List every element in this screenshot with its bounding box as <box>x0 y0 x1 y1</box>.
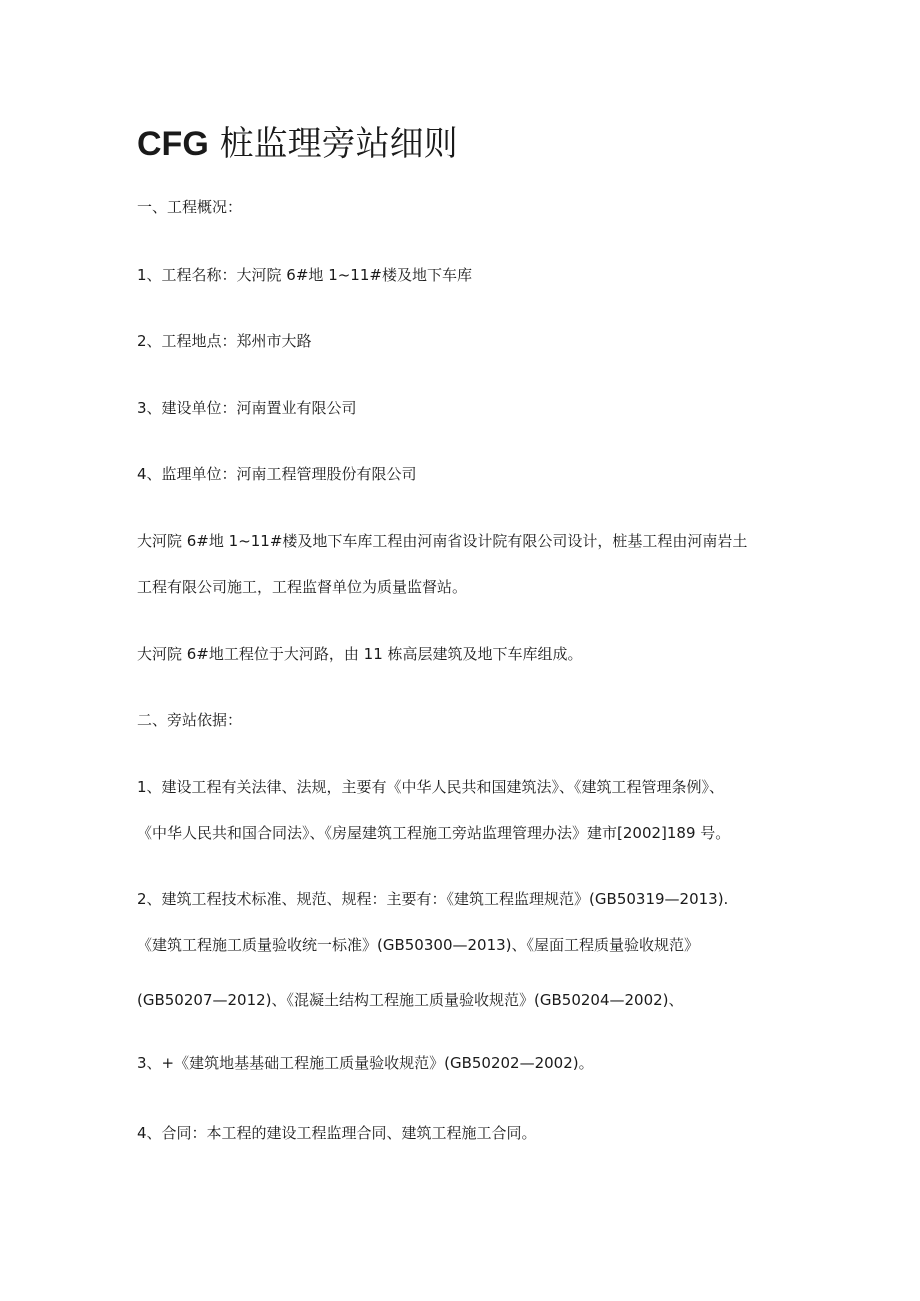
paragraph-location: 大河院 6#地工程位于大河路，由 11 栋高层建筑及地下车库组成。 <box>137 645 583 663</box>
title-rest: 桩监理旁站细则 <box>208 124 458 164</box>
construction-unit: 3、建设单位：河南置业有限公司 <box>137 399 357 417</box>
basis-laws-line-1: 1、建设工程有关法律、法规，主要有《中华人民共和国建筑法》、《建筑工程管理条例》、 <box>137 778 725 796</box>
project-name: 1、工程名称：大河院 6#地 1~11#楼及地下车库 <box>137 266 472 284</box>
basis-standards-line-3: (GB50207—2012)、《混凝土结构工程施工质量验收规范》(GB50204—2002)、 <box>137 991 684 1009</box>
supervision-unit: 4、监理单位：河南工程管理股份有限公司 <box>137 465 417 483</box>
section-heading-overview: 一、工程概况： <box>137 198 243 216</box>
basis-contract: 4、合同：本工程的建设工程监理合同、建筑工程施工合同。 <box>137 1124 537 1142</box>
title-prefix: CFG <box>137 125 209 163</box>
basis-laws-line-2: 《中华人民共和国合同法》、《房屋建筑工程施工旁站监理管理办法》建市[2002]189 号。 <box>137 824 731 842</box>
paragraph-design-line-2: 工程有限公司施工，工程监督单位为质量监督站。 <box>137 578 468 596</box>
basis-foundation-standard: 3、+《建筑地基基础工程施工质量验收规范》(GB50202—2002)。 <box>137 1054 594 1072</box>
basis-standards-line-2: 《建筑工程施工质量验收统一标准》(GB50300—2013)、《屋面工程质量验收规范》 <box>137 936 700 954</box>
basis-standards-line-1: 2、建筑工程技术标准、规范、规程：主要有：《建筑工程监理规范》(GB50319—2013). <box>137 890 729 908</box>
document-title <box>137 122 458 166</box>
project-location: 2、工程地点：郑州市大路 <box>137 332 312 350</box>
paragraph-design-line-1: 大河院 6#地 1~11#楼及地下车库工程由河南省设计院有限公司设计，桩基工程由河南岩土 <box>137 532 748 550</box>
section-heading-basis: 二、旁站依据： <box>137 711 243 729</box>
